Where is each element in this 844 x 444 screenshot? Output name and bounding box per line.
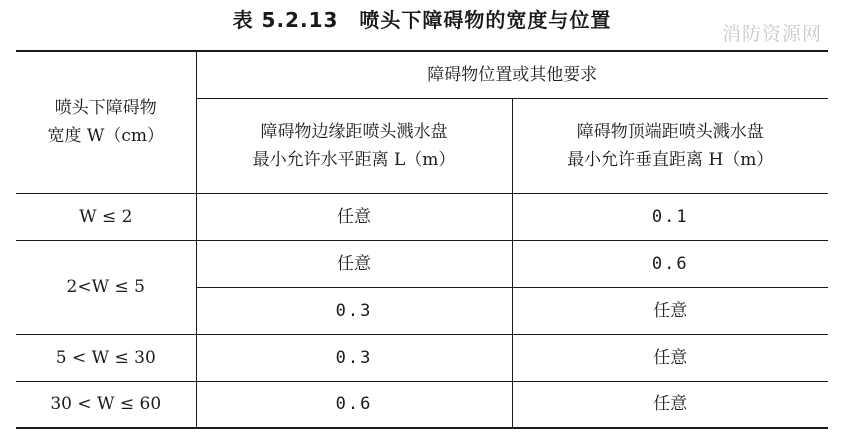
horizontal-cell: 0.3 [196,334,512,381]
header-group-cell: 障碍物位置或其他要求 [196,51,828,98]
header-width-cell [16,51,196,193]
vertical-cell: 0.1 [512,193,828,240]
width-cell: W ≤ 2 [16,193,196,240]
width-cell: 30 < W ≤ 60 [16,381,196,428]
header-width-line1: 喷头下障碍物 [54,98,157,119]
table-row [16,381,828,428]
vertical-cell: 0.6 [512,240,828,287]
header-horizontal-line2: 最小允许水平距离 L（m） [252,149,456,170]
table-title: 表 5.2.13 喷头下障碍物的宽度与位置 [232,8,612,32]
header-horizontal-line1: 障碍物边缘距喷头溅水盘 [260,121,448,142]
header-vertical-line2: 最小允许垂直距离 H（m） [567,149,774,170]
header-horizontal-cell [196,98,512,193]
header-vertical-line1: 障碍物顶端距喷头溅水盘 [576,121,764,142]
vertical-cell: 任意 [512,381,828,428]
table-row [16,193,828,240]
horizontal-cell: 任意 [196,193,512,240]
header-row [16,51,828,98]
horizontal-cell: 0.3 [196,287,512,334]
vertical-cell: 任意 [512,287,828,334]
table-row [16,240,828,287]
width-cell: 2<W ≤ 5 [16,240,196,334]
watermark: 消防资源网 [721,23,822,45]
header-vertical-cell [512,98,828,193]
horizontal-cell: 任意 [196,240,512,287]
spec-table [16,50,828,429]
horizontal-cell: 0.6 [196,381,512,428]
width-cell: 5 < W ≤ 30 [16,334,196,381]
table-row [16,334,828,381]
header-width-line2: 宽度 W（cm） [47,126,165,147]
vertical-cell: 任意 [512,334,828,381]
